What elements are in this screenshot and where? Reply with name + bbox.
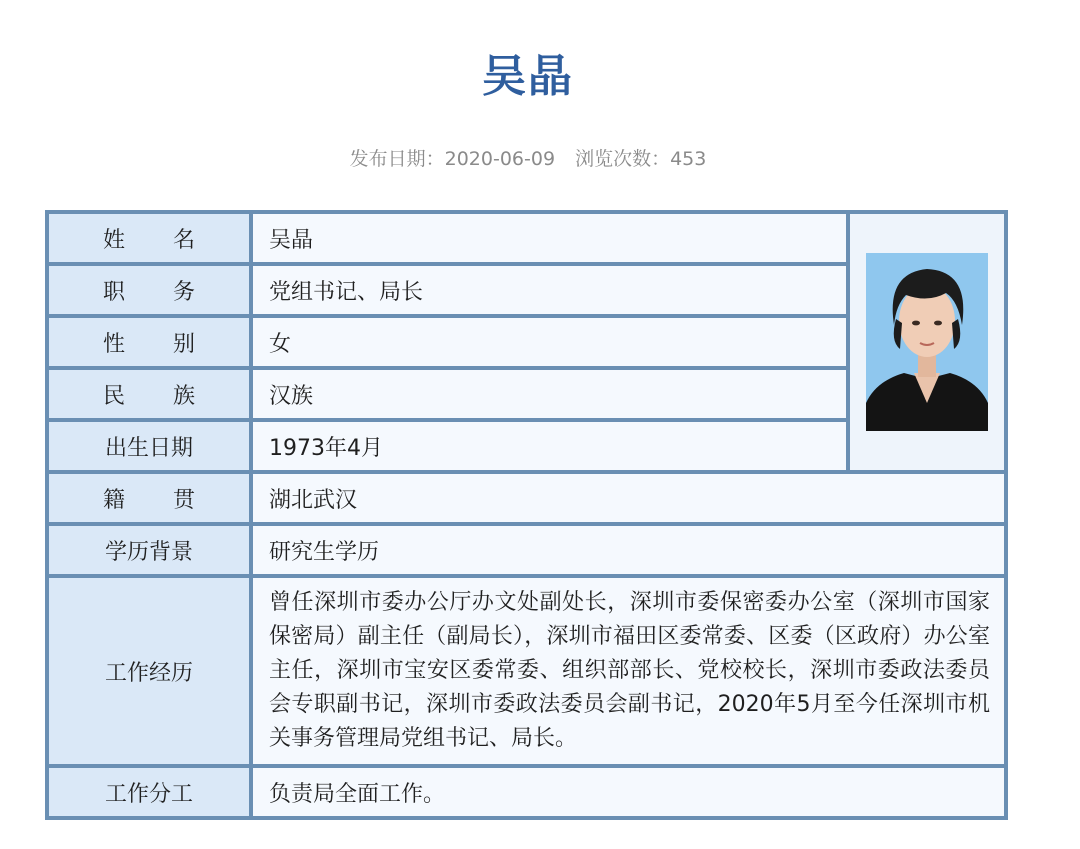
portrait-photo bbox=[866, 253, 988, 431]
duty-value: 负责局全面工作。 bbox=[251, 766, 1006, 818]
name-label: 姓名 bbox=[47, 212, 251, 264]
publish-date: 发布日期：2020-06-09 bbox=[349, 148, 556, 170]
gender-label: 性别 bbox=[47, 316, 251, 368]
row-duty bbox=[47, 766, 1006, 818]
position-label: 职务 bbox=[47, 264, 251, 316]
position-value: 党组书记、局长 bbox=[251, 264, 848, 316]
profile-table bbox=[45, 210, 1008, 820]
row-name bbox=[47, 212, 1006, 264]
ethnicity-value: 汉族 bbox=[251, 368, 848, 420]
article-meta bbox=[0, 144, 1056, 171]
photo-cell bbox=[848, 212, 1006, 472]
row-origin bbox=[47, 472, 1006, 524]
row-career bbox=[47, 576, 1006, 766]
gender-value: 女 bbox=[251, 316, 848, 368]
row-education bbox=[47, 524, 1006, 576]
education-value: 研究生学历 bbox=[251, 524, 1006, 576]
view-count: 浏览次数：453 bbox=[575, 148, 707, 170]
birth-label: 出生日期 bbox=[47, 420, 251, 472]
portrait-image bbox=[866, 253, 988, 431]
career-label: 工作经历 bbox=[47, 576, 251, 766]
education-label: 学历背景 bbox=[47, 524, 251, 576]
page-title: 吴晶 bbox=[482, 51, 574, 102]
duty-label: 工作分工 bbox=[47, 766, 251, 818]
career-value: 曾任深圳市委办公厅办文处副处长，深圳市委保密委办公室（深圳市国家保密局）副主任（副局长），深圳市福田区委常委、区委（区政府）办公室主任，深圳市宝安区委常委、组织部部长、党校校长，深圳市委政法委员会专职副书记，深圳市委政法委员会副书记，2020年5月至今任深圳市机关事务管理局党组书记、局长。 bbox=[251, 576, 1006, 766]
birth-value: 1973年4月 bbox=[251, 420, 848, 472]
origin-value: 湖北武汉 bbox=[251, 472, 1006, 524]
name-value: 吴晶 bbox=[251, 212, 848, 264]
origin-label: 籍贯 bbox=[47, 472, 251, 524]
ethnicity-label: 民族 bbox=[47, 368, 251, 420]
